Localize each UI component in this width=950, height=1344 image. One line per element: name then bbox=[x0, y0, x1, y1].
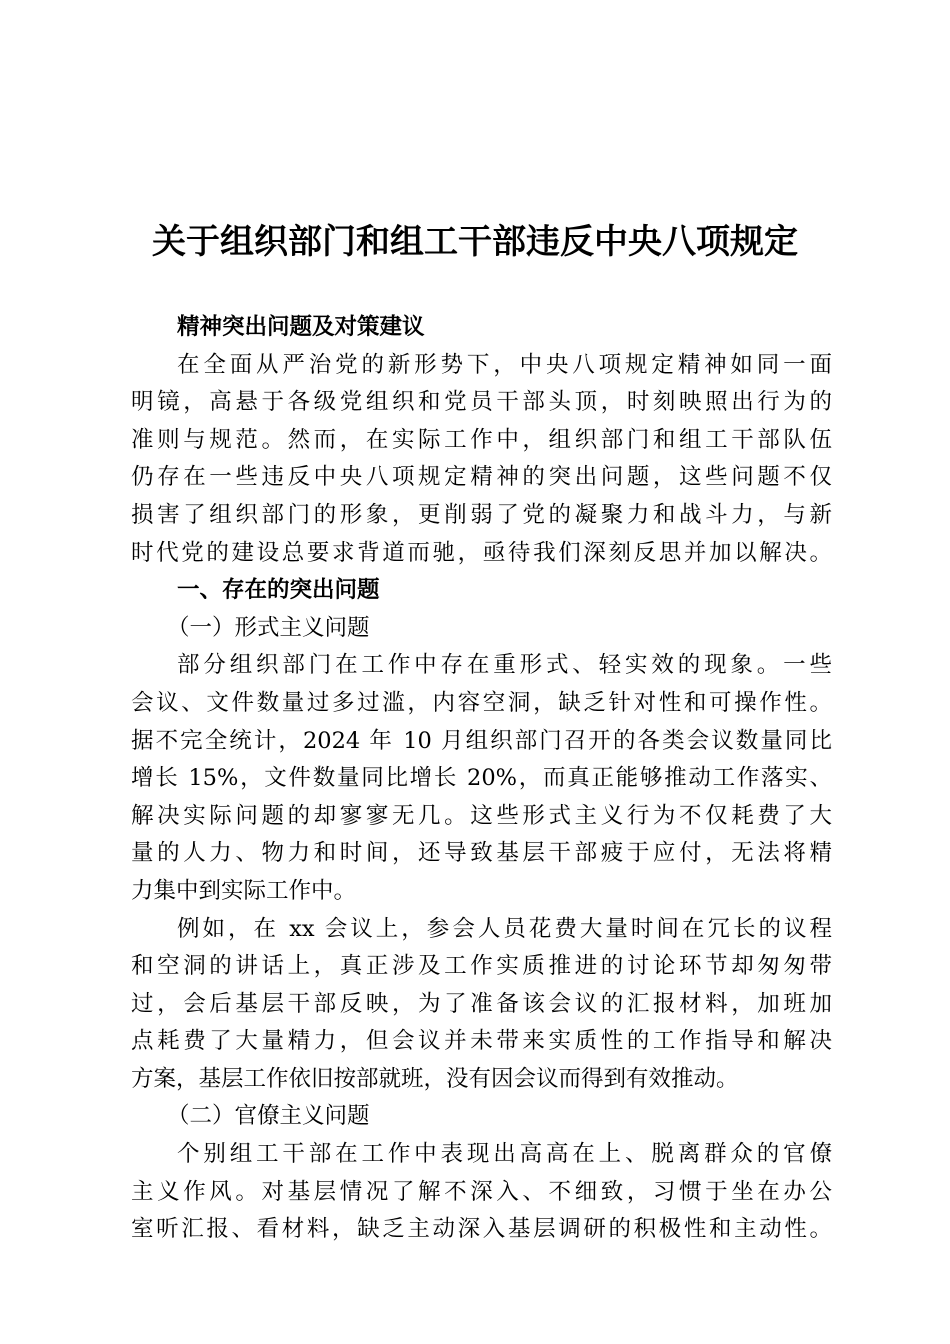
paragraph-line: 过，会后基层干部反映，为了准备该会议的汇报材料，加班加 bbox=[131, 990, 832, 1017]
paragraph-line: 力集中到实际工作中。 bbox=[131, 877, 357, 904]
paragraph-line: 主义作风。对基层情况了解不深入、不细致，习惯于坐在办公 bbox=[131, 1178, 832, 1205]
paragraph-line: 据不完全统计，2024 年 10 月组织部门召开的各类会议数量同比 bbox=[131, 727, 832, 754]
paragraph-line: 和空洞的讲话上，真正涉及工作实质推进的讨论环节却匆匆带 bbox=[131, 953, 832, 980]
paragraph-line: 量的人力、物力和时间，还导致基层干部疲于应付，无法将精 bbox=[131, 840, 832, 867]
paragraph-line: 准则与规范。然而，在实际工作中，组织部门和组工干部队伍 bbox=[131, 426, 832, 453]
paragraph-line: 个别组工干部在工作中表现出高高在上、脱离群众的官僚 bbox=[177, 1141, 832, 1168]
body-paragraph bbox=[131, 911, 832, 1099]
paragraph-line: 增长 15%，文件数量同比增长 20%，而真正能够推动工作落实、 bbox=[131, 765, 832, 792]
document-subtitle: 精神突出问题及对策建议 bbox=[177, 314, 425, 340]
paragraph-line: 点耗费了大量精力，但会议并未带来实质性的工作指导和解决 bbox=[131, 1028, 832, 1055]
paragraph-line: 仍存在一些违反中央八项规定精神的突出问题，这些问题不仅 bbox=[131, 464, 832, 491]
paragraph-line: 会议、文件数量过多过滥，内容空洞，缺乏针对性和可操作性。 bbox=[131, 689, 832, 716]
section-heading: 一、存在的突出问题 bbox=[177, 577, 380, 604]
body-paragraph bbox=[131, 647, 832, 910]
paragraph-line: 损害了组织部门的形象，更削弱了党的凝聚力和战斗力，与新 bbox=[131, 501, 832, 528]
subsection-heading: （二）官僚主义问题 bbox=[167, 1103, 370, 1130]
paragraph-line: 在全面从严治党的新形势下，中央八项规定精神如同一面 bbox=[177, 351, 832, 378]
paragraph-line: 室听汇报、看材料，缺乏主动深入基层调研的积极性和主动性。 bbox=[131, 1216, 832, 1243]
paragraph-line: 明镜，高悬于各级党组织和党员干部头顶，时刻映照出行为的 bbox=[131, 389, 832, 416]
paragraph-line: 解决实际问题的却寥寥无几。这些形式主义行为不仅耗费了大 bbox=[131, 802, 832, 829]
document-title: 关于组织部门和组工干部违反中央八项规定 bbox=[152, 222, 798, 262]
paragraph-line: 方案，基层工作依旧按部就班，没有因会议而得到有效推动。 bbox=[131, 1065, 739, 1092]
document-body bbox=[131, 309, 832, 1249]
paragraph-line: 部分组织部门在工作中存在重形式、轻实效的现象。一些 bbox=[177, 652, 832, 679]
subsection-heading: （一）形式主义问题 bbox=[167, 614, 370, 641]
paragraph-line: 例如，在 xx 会议上，参会人员花费大量时间在冗长的议程 bbox=[177, 915, 832, 942]
intro-paragraph bbox=[131, 347, 832, 573]
paragraph-line: 时代党的建设总要求背道而驰，亟待我们深刻反思并加以解决。 bbox=[131, 539, 832, 566]
body-paragraph bbox=[131, 1136, 832, 1249]
